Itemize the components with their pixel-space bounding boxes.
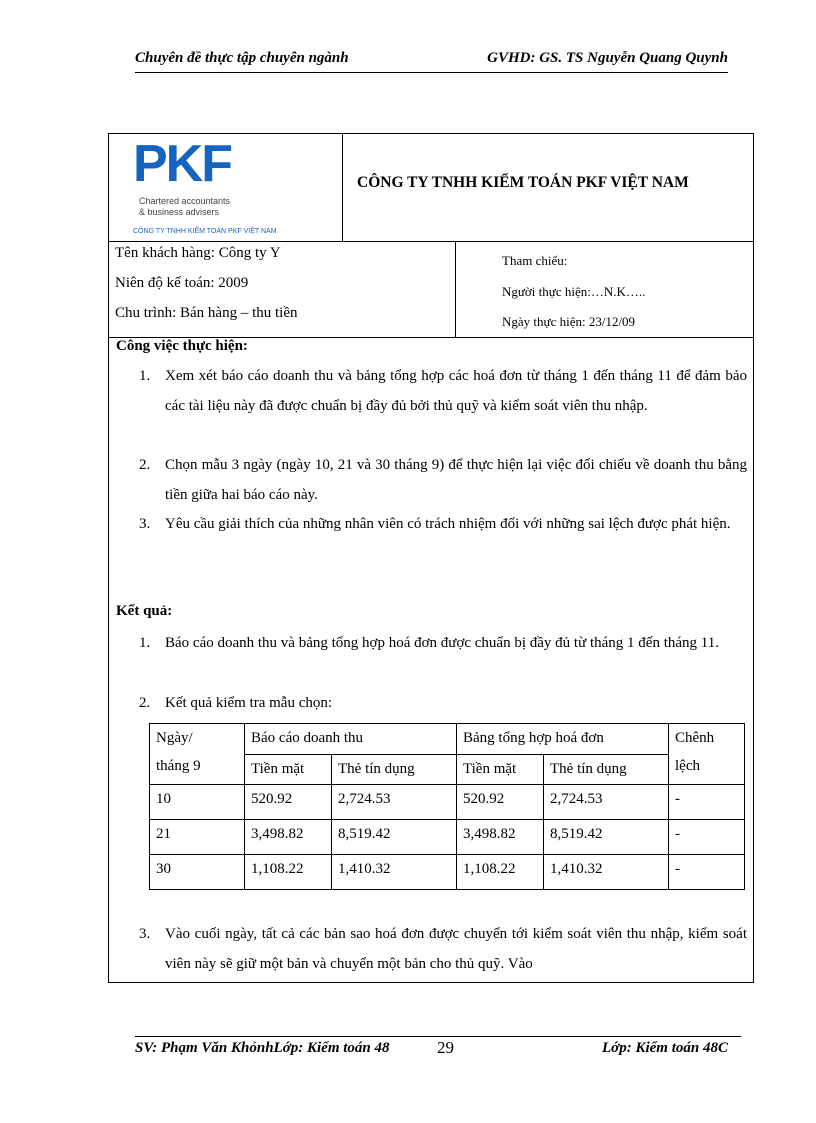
footer-rule <box>135 1036 741 1037</box>
audit-worksheet <box>108 133 754 983</box>
client-name: Tên khách hàng: Công ty Y <box>115 245 281 261</box>
preparer: Người thực hiện:…N.K….. <box>502 284 646 299</box>
info-row <box>109 241 753 338</box>
client-info <box>109 241 456 337</box>
col-invoice-summary: Bảng tổng hợp hoá đơn <box>457 724 669 755</box>
work-item: 2. Chọn mẫu 3 ngày (ngày 10, 21 và 30 tháng 9) để thực hiện lại việc đối chiếu về doanh thu bằng tiền giữa hai báo cáo này. <box>139 457 747 503</box>
table-row: 21 3,498.82 8,519.42 3,498.82 8,519.42 - <box>150 820 745 855</box>
fiscal-year: Niên độ kế toán: 2009 <box>115 275 249 291</box>
table-row: 30 1,108.22 1,410.32 1,108.22 1,410.32 - <box>150 855 745 890</box>
sub-cash: Tiền mặt <box>245 754 332 785</box>
company-title: CÔNG TY TNHH KIỂM TOÁN PKF VIỆT NAM <box>357 174 689 191</box>
reference: Tham chiếu: <box>502 253 568 268</box>
sub-card: Thẻ tín dụng <box>332 754 457 785</box>
col-difference: Chênh lệch <box>669 724 745 785</box>
work-heading: Công việc thực hiện: <box>116 338 248 354</box>
col-revenue-report: Báo cáo doanh thu <box>245 724 457 755</box>
result-item: 1. Báo cáo doanh thu và bảng tổng hợp hoá đơn được chuẩn bị đầy đủ từ tháng 1 đến tháng 11. <box>139 635 719 651</box>
header-title: Chuyên đề thực tập chuyên ngành <box>135 50 349 66</box>
footer-class: Lớp: Kiểm toán 48C <box>602 1040 728 1056</box>
sample-results-table <box>149 723 745 890</box>
company-header-row <box>109 134 753 242</box>
page-number: 29 <box>437 1038 454 1057</box>
sub-card: Thẻ tín dụng <box>544 754 669 785</box>
result-item: 2. Kết quả kiểm tra mẫu chọn: <box>139 695 333 711</box>
prepared-date: Ngày thực hiện: 23/12/09 <box>502 314 636 329</box>
logo-cell <box>109 134 343 241</box>
results-heading: Kết quả: <box>116 603 173 619</box>
page-footer <box>135 1040 741 1062</box>
result-item: 3. Vào cuối ngày, tất cả các bản sao hoá đơn được chuyển tới kiểm soát viên thu nhập, kiểm soát viên này sẽ giữ một bản và chuyển một bản cho thủ quỹ. Vào <box>139 926 747 972</box>
table-header-row <box>150 724 745 755</box>
sub-cash: Tiền mặt <box>457 754 544 785</box>
page-header <box>135 50 728 72</box>
footer-student: SV: Phạm Văn KhỏnhLớp: Kiểm toán 48 <box>135 1040 390 1056</box>
header-rule <box>135 72 728 73</box>
header-supervisor: GVHD: GS. TS Nguyễn Quang Quynh <box>487 50 728 66</box>
logo-company: CÔNG TY TNHH KIỂM TOÁN PKF VIỆT NAM <box>133 228 277 235</box>
work-item: 1. Xem xét báo cáo doanh thu và bảng tổng hợp các hoá đơn từ tháng 1 đến tháng 11 để đảm bảo các tài liệu này đã được chuẩn bị đầy đủ bởi thủ quỹ và kiểm soát viên thu nhập. <box>139 368 747 414</box>
pkf-logo: PKF <box>133 135 231 193</box>
logo-tagline: Chartered accountants & business advisers <box>139 196 231 217</box>
table-row: 10 520.92 2,724.53 520.92 2,724.53 - <box>150 785 745 820</box>
col-date: Ngày/ tháng 9 <box>150 724 245 785</box>
audit-cycle: Chu trình: Bán hàng – thu tiền <box>115 305 298 321</box>
work-item: 3. Yêu cầu giải thích của những nhân viên có trách nhiệm đối với những sai lệch được phát hiện. <box>139 516 731 532</box>
